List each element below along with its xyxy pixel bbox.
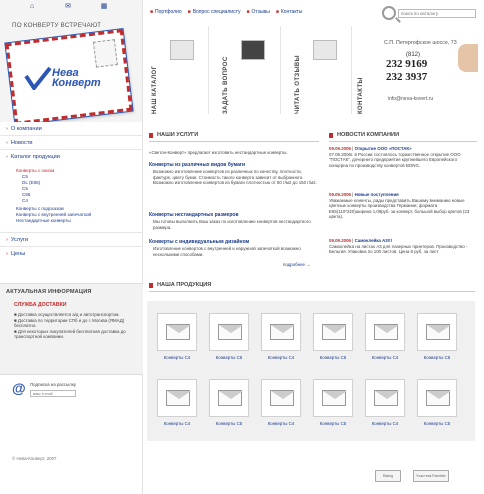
- at-icon: @: [12, 380, 26, 396]
- product-thumb: [209, 313, 249, 351]
- sidebar: [0, 122, 143, 494]
- product-card[interactable]: Конверты С5: [205, 379, 253, 439]
- sidebar-sub-item[interactable]: С5: [22, 186, 28, 191]
- contacts-block: [360, 30, 478, 114]
- header-brand-area: [0, 0, 143, 122]
- product-card[interactable]: Конверты С5: [309, 313, 357, 373]
- divider: [149, 141, 319, 142]
- rating-badge[interactable]: Rating: [375, 470, 401, 482]
- top-nav: [150, 6, 345, 18]
- sidebar-item-prices[interactable]: › Цены: [6, 251, 25, 257]
- product-thumb: [313, 313, 353, 351]
- divider: [351, 26, 352, 114]
- logo[interactable]: [24, 66, 108, 92]
- product-card[interactable]: Конверты С4: [257, 313, 305, 373]
- envelope-icon: [322, 324, 346, 340]
- logo-check-icon: [24, 66, 52, 90]
- stamp-icon: [93, 39, 118, 67]
- service-text: Возможно изготовление конвертов из различных по качеству, плотности, фактуре, цвету бумаг. Стоимость такого конверта зависит от выбранного. Возможно изготовление конвертов из бумаги плотностью от 60 г/м2 до 150 г/м2.: [153, 169, 317, 186]
- sidebar-item-catalog[interactable]: › Каталог продукции: [6, 154, 60, 160]
- search-input[interactable]: [398, 9, 476, 18]
- sidebar-sub-item[interactable]: DL (Е65): [22, 180, 41, 185]
- info-item: ■ Доставка осуществляется a/д и автотранспортом.: [14, 312, 120, 317]
- phone-1: 232 9169: [386, 58, 428, 70]
- rambler-badge[interactable]: Участник Rambler: [413, 470, 449, 482]
- divider: [208, 26, 209, 114]
- email[interactable]: info@neva-kovert.ru: [388, 96, 434, 102]
- envelope-icon: [218, 390, 242, 406]
- product-thumb: [313, 379, 353, 417]
- sidebar-sub-item[interactable]: Конверты с подсказом: [16, 206, 64, 211]
- products-title: НАША ПРОДУКЦИЯ: [149, 282, 211, 288]
- slogan: ПО КОНВЕРТУ ВСТРЕЧАЮТ: [12, 22, 102, 29]
- sidebar-sub-item[interactable]: С65: [22, 192, 31, 197]
- product-card[interactable]: Конверты С4: [153, 313, 201, 373]
- news-title: НОВОСТИ КОМПАНИИ: [329, 132, 399, 138]
- topnav-item-contacts[interactable]: ■ Контакты: [275, 9, 303, 15]
- envelope-icon: [374, 324, 398, 340]
- sidebar-sub-item[interactable]: С4: [22, 198, 28, 203]
- product-card[interactable]: Конверты С5: [413, 379, 461, 439]
- envelope-icon: [166, 390, 190, 406]
- products-grid: [153, 313, 461, 439]
- megaphone-icon: [313, 40, 337, 60]
- product-thumb: [261, 313, 301, 351]
- product-card[interactable]: Конверты С5: [309, 379, 357, 439]
- service-text: Изготовление конвертов с внутренней и наружной запечаткой возможно несколькими способами.: [153, 246, 301, 257]
- service-link-design[interactable]: Конверты с индивидуальным дизайном: [149, 239, 250, 245]
- envelope-icon: [166, 324, 190, 340]
- envelope-icon: [270, 324, 294, 340]
- product-card[interactable]: Конверты С5: [413, 313, 461, 373]
- envelope-icon: [322, 390, 346, 406]
- sidebar-item-about[interactable]: › О компании: [6, 126, 42, 132]
- envelope-icon: [426, 390, 450, 406]
- main-content: [143, 122, 484, 494]
- newsletter-label: Подписка на рассылку: [30, 382, 77, 387]
- product-thumb: [417, 379, 457, 417]
- product-card[interactable]: Конверты С4: [257, 379, 305, 439]
- divider: [0, 149, 143, 150]
- divider: [149, 291, 475, 292]
- sidebar-sub-item[interactable]: Нестандартные конверты: [16, 218, 71, 223]
- divider: [0, 135, 143, 136]
- product-thumb: [209, 379, 249, 417]
- sidebar-item-services[interactable]: › Услуги: [6, 237, 28, 243]
- product-thumb: [365, 379, 405, 417]
- products-panel: [147, 301, 475, 441]
- logo-line2: Конверт: [52, 77, 101, 89]
- info-item: ■ Доставка по территории СПб и до г. Москва (ЯМАД) бесплатно.: [14, 317, 125, 329]
- copyright: © Нева-Конверт, 2007: [12, 456, 57, 461]
- news-item: 09.09.2006 | Самоклейка А3!!! Самоклейка на листах А3 для лазерных принтеров. Производство - Бельгия. Упаковка по 100 листов. Цена 8 руб. за лист: [329, 238, 468, 255]
- product-card[interactable]: Конверты С4: [361, 313, 409, 373]
- sitemap-icon[interactable]: ▦: [100, 3, 108, 10]
- typewriter-icon: [241, 40, 265, 60]
- contacts-label[interactable]: КОНТАКТЫ: [358, 77, 364, 114]
- footer-badges: [375, 470, 449, 482]
- topnav-item-question[interactable]: ■ Вопрос специалисту: [187, 9, 241, 15]
- sidebar-sub-item[interactable]: С5: [22, 174, 28, 179]
- envelope-icon: [270, 390, 294, 406]
- header-icons: [28, 3, 108, 13]
- product-thumb: [417, 313, 457, 351]
- home-icon[interactable]: ⌂: [29, 3, 35, 10]
- info-item: ■ Для некоторых покупателей бесплатная доставка до транспортной компании.: [14, 328, 126, 340]
- more-link[interactable]: подробнее →: [283, 262, 311, 267]
- menu-catalog[interactable]: НАШ КАТАЛОГ: [150, 26, 196, 114]
- header-menu: [150, 26, 352, 114]
- search-box: [382, 6, 478, 26]
- service-link-sizes[interactable]: Конверты нестандартных размеров: [149, 212, 239, 218]
- topnav-item-reviews[interactable]: ■ Отзывы: [246, 9, 270, 15]
- mail-icon[interactable]: ✉: [65, 3, 71, 10]
- services-title: НАШИ УСЛУГИ: [149, 132, 198, 138]
- divider: [0, 232, 143, 233]
- news-item: 09.09.2006 | Новые поступления Уважаемые клиенты, рады представить Вашему вниманию новые цветные конверты производства Германии, формата Е65(110*220)ширина 1,09руб. за конверт, большой выбор цветов (23 цвета).: [329, 192, 470, 220]
- product-thumb: [365, 313, 405, 351]
- product-card[interactable]: Конверты С4: [361, 379, 409, 439]
- phone-code: (812): [406, 52, 421, 58]
- envelope-icon: [218, 324, 242, 340]
- hand-illustration: [458, 44, 478, 72]
- logo-line1: Нева: [52, 67, 79, 79]
- service-link-paper[interactable]: Конверты из различных видов бумаги: [149, 162, 246, 168]
- address: С.П. Петергофское шоссе, 73: [384, 40, 457, 46]
- product-thumb: [261, 379, 301, 417]
- newsletter-input[interactable]: [30, 390, 76, 397]
- services-intro: «Светон-Конверт» предлагает изготовить нестандартные конверты.: [149, 150, 288, 155]
- divider: [0, 246, 143, 247]
- phones: [386, 52, 427, 84]
- info-subtitle: СЛУЖБА ДОСТАВКИ: [14, 302, 67, 308]
- menu-ask-question[interactable]: ЗАДАТЬ ВОПРОС: [221, 26, 267, 114]
- product-card[interactable]: Конверты С4: [153, 379, 201, 439]
- sidebar-sub-item[interactable]: Конверты с внутренней запечаткой: [16, 212, 92, 217]
- sidebar-sub-window[interactable]: Конверты с окном: [16, 168, 55, 173]
- product-thumb: [157, 379, 197, 417]
- sidebar-item-news[interactable]: › Новости: [6, 140, 33, 146]
- search-icon[interactable]: [382, 6, 396, 20]
- envelope-icon: [426, 324, 450, 340]
- phone-2: 232 3937: [386, 71, 428, 83]
- divider: [280, 26, 281, 114]
- product-card[interactable]: Конверты С5: [205, 313, 253, 373]
- info-title: АКТУАЛЬНАЯ ИНФОРМАЦИЯ: [6, 289, 92, 295]
- menu-reviews[interactable]: ЧИТАТЬ ОТЗЫВЫ: [293, 26, 339, 114]
- divider: [329, 141, 477, 142]
- service-text: Мы готовы выполнить Ваш заказ по изготовлению конвертов нестандартного размера.: [153, 219, 311, 230]
- envelope-icon: [374, 390, 398, 406]
- info-list: [14, 312, 132, 340]
- catalog-icon: [170, 40, 194, 60]
- news-item: 09.09.2006 | Открытие ООО «ПОСТАК» 07.09.2006г. в России состоялось торжественное открытие ООО "ПОСТАК", дочернего предприятия крупнейшего Европейского концерна по производству конвертов BONG.: [329, 146, 461, 168]
- info-box: [0, 283, 143, 375]
- topnav-item-portfolio[interactable]: ■ Портфолио: [150, 9, 182, 15]
- product-thumb: [157, 313, 197, 351]
